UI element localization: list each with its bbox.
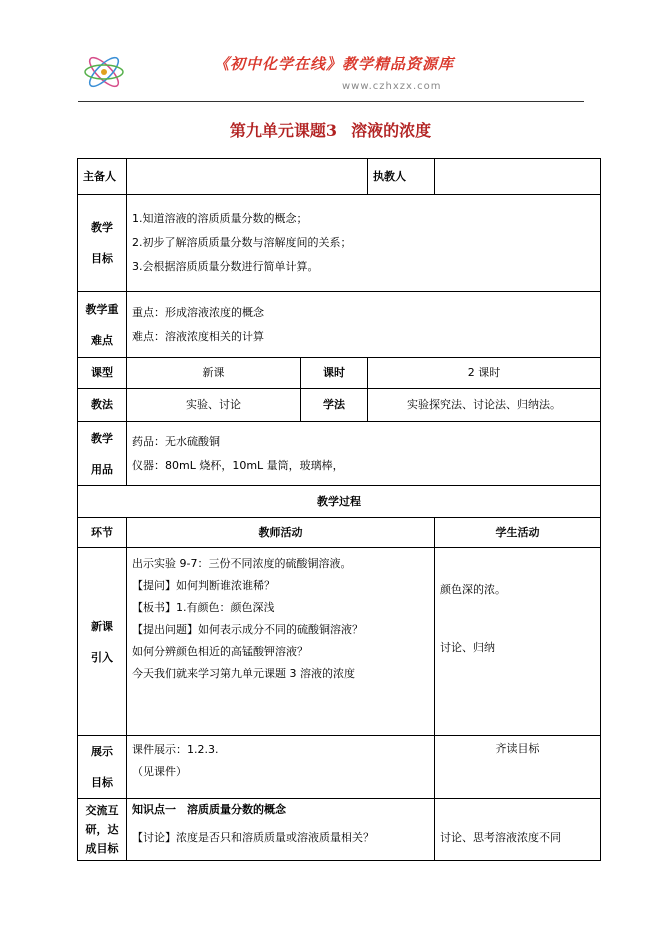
host-label: 主备人 — [78, 159, 127, 195]
show-goals-student: 齐读目标 — [435, 736, 601, 799]
goals-label: 教学 目标 — [78, 195, 127, 292]
intro-line: 【板书】1.有颜色：颜色深浅 — [132, 601, 275, 614]
materials-row — [78, 422, 601, 486]
intro-teacher-activity — [127, 548, 435, 736]
intro-line: 【提问】如何判断谁浓谁稀？ — [132, 579, 275, 592]
intro-line: 今天我们就来学习第九单元课题 3 溶液的浓度 — [132, 667, 355, 680]
key-points-label: 教学重 难点 — [78, 292, 127, 358]
knowledge-point-title: 知识点一 溶质质量分数的概念 — [132, 803, 286, 816]
materials-label: 教学 用品 — [78, 422, 127, 486]
type-value: 新课 — [127, 358, 301, 389]
teacher-activity-header: 教师活动 — [127, 518, 435, 548]
banner-title: 《初中化学在线》教学精品资源库 — [214, 55, 455, 73]
exchange-label: 交流互 研，达 成目标 — [78, 799, 127, 861]
key-point-item: 重点：形成溶液浓度的概念 — [132, 305, 264, 319]
intro-row — [78, 548, 601, 736]
process-header-row — [78, 518, 601, 548]
title-part-1: 第九单元课题3 — [229, 121, 338, 140]
exchange-student: 讨论、思考溶液浓度不同 — [435, 799, 601, 861]
lesson-plan-table — [77, 158, 601, 861]
page-title — [0, 118, 661, 141]
goal-item: 2.初步了解溶质质量分数与溶解度间的关系； — [132, 236, 352, 249]
study-label: 学法 — [301, 389, 368, 422]
intro-label: 新课 引入 — [78, 548, 127, 736]
hours-label: 课时 — [301, 358, 368, 389]
teacher-value — [435, 159, 601, 195]
materials-list — [127, 422, 601, 486]
type-label: 课型 — [78, 358, 127, 389]
process-title-row — [78, 486, 601, 518]
intro-line: 【提出问题】如何表示成分不同的硫酸铜溶液？ — [132, 623, 363, 636]
page-header — [78, 40, 584, 102]
study-value: 实验探究法、讨论法、归纳法。 — [368, 389, 601, 422]
intro-line: 如何分辨颜色相近的高锰酸钾溶液？ — [132, 645, 308, 658]
type-row — [78, 358, 601, 389]
discussion-line: 【讨论】浓度是否只和溶质质量或溶液质量相关？ — [132, 831, 374, 844]
process-title: 教学过程 — [78, 486, 601, 518]
goal-item: 3.会根据溶质质量分数进行简单计算。 — [132, 260, 319, 273]
show-line: （见课件） — [132, 765, 187, 778]
atom-logo-icon — [82, 50, 126, 94]
exchange-teacher — [127, 799, 435, 861]
title-part-2: 溶液的浓度 — [351, 121, 432, 140]
exchange-row — [78, 799, 601, 861]
staff-row — [78, 159, 601, 195]
method-label: 教法 — [78, 389, 127, 422]
site-url: www.czhxzx.com — [342, 81, 442, 92]
header-divider — [78, 101, 584, 102]
key-points-row — [78, 292, 601, 358]
material-item: 药品：无水硫酸铜 — [132, 434, 220, 448]
key-point-item: 难点：溶液浓度相关的计算 — [132, 329, 264, 343]
goals-row — [78, 195, 601, 292]
host-value — [127, 159, 368, 195]
method-value: 实验、讨论 — [127, 389, 301, 422]
stage-header: 环节 — [78, 518, 127, 548]
intro-student-activity — [435, 548, 601, 736]
student-activity-header: 学生活动 — [435, 518, 601, 548]
show-goals-row — [78, 736, 601, 799]
key-points-list — [127, 292, 601, 358]
intro-student-line: 讨论、归纳 — [440, 641, 495, 654]
material-item: 仪器：80mL 烧杯，10mL 量筒，玻璃棒， — [132, 458, 344, 472]
goals-list — [127, 195, 601, 292]
show-goals-label: 展示 目标 — [78, 736, 127, 799]
hours-value: 2 课时 — [368, 358, 601, 389]
goal-item: 1.知道溶液的溶质质量分数的概念； — [132, 212, 308, 225]
teacher-label: 执教人 — [368, 159, 435, 195]
show-goals-teacher — [127, 736, 435, 799]
intro-student-line: 颜色深的浓。 — [440, 583, 506, 596]
show-line: 课件展示：1.2.3. — [132, 743, 219, 756]
method-row — [78, 389, 601, 422]
intro-line: 出示实验 9-7：三份不同浓度的硫酸铜溶液。 — [132, 557, 352, 570]
